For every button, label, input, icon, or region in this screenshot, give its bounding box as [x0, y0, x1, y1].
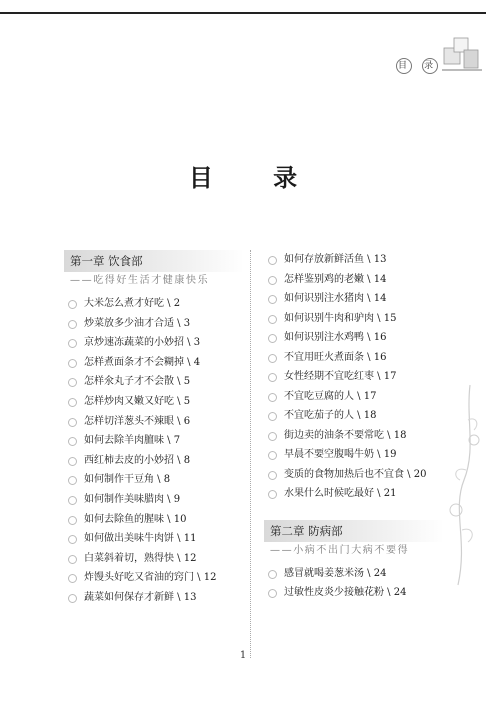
- header-tag-char-2: 录: [422, 58, 438, 74]
- toc-entry[interactable]: 如何制作干豆角 \ 8: [64, 470, 244, 490]
- toc-entry[interactable]: 大米怎么煮才好吃 \ 2: [64, 294, 244, 314]
- toc-entry[interactable]: 蔬菜如何保存才新鲜 \ 13: [64, 588, 244, 608]
- column-divider: [250, 250, 252, 658]
- toc-entry[interactable]: 如何制作美味腊肉 \ 9: [64, 490, 244, 510]
- toc-left-column: [64, 250, 244, 608]
- toc-entry[interactable]: 京炒速冻蔬菜的小妙招 \ 3: [64, 333, 244, 353]
- toc-entry[interactable]: 不宜用旺火煮面条 \ 16: [264, 348, 444, 368]
- chapter-2-subtitle: ——小病不出门大病不要得: [270, 544, 410, 556]
- toc-entry[interactable]: 如何识别牛肉和驴肉 \ 15: [264, 309, 444, 329]
- chapter-1-heading[interactable]: 第一章 饮食部: [64, 250, 244, 272]
- toc-entry[interactable]: 怎样切洋葱头不辣眼 \ 6: [64, 412, 244, 432]
- toc-entry[interactable]: 不宜吃豆腐的人 \ 17: [264, 387, 444, 407]
- toc-entry[interactable]: 街边卖的油条不要常吃 \ 18: [264, 426, 444, 446]
- toc-entry[interactable]: 如何去除羊肉膻味 \ 7: [64, 431, 244, 451]
- toc-entry[interactable]: 怎样煮面条才不会糊掉 \ 4: [64, 353, 244, 373]
- toc-entry[interactable]: 过敏性皮炎少接触花粉 \ 24: [264, 583, 444, 603]
- chapter-2-heading[interactable]: 第二章 防病部: [264, 520, 444, 542]
- toc-entry[interactable]: 如何存放新鲜活鱼 \ 13: [264, 250, 444, 270]
- chapter-1-subtitle: ——吃得好生活才健康快乐: [70, 275, 210, 286]
- toc-entry[interactable]: 如何去除鱼的腥味 \ 10: [64, 510, 244, 530]
- toc-entry[interactable]: 不宜吃茄子的人 \ 18: [264, 406, 444, 426]
- header-tag: [396, 58, 442, 74]
- page-number: 1: [239, 650, 247, 661]
- toc-entry[interactable]: 变质的食物加热后也不宜食 \ 20: [264, 465, 444, 485]
- top-rule: [0, 12, 486, 14]
- decorative-blocks-icon: [440, 34, 484, 74]
- toc-entry[interactable]: 怎样氽丸子才不会散 \ 5: [64, 372, 244, 392]
- toc-entry[interactable]: 女性经期不宜吃红枣 \ 17: [264, 367, 444, 387]
- toc-entry[interactable]: 如何识别注水鸡鸭 \ 16: [264, 328, 444, 348]
- toc-right-column: [264, 250, 444, 603]
- toc-entry[interactable]: 白菜斜着切，熟得快 \ 12: [64, 549, 244, 569]
- floral-decoration-icon: [440, 380, 484, 590]
- toc-entry[interactable]: 感冒就喝姜葱米汤 \ 24: [264, 564, 444, 584]
- toc-entry[interactable]: 早晨不要空腹喝牛奶 \ 19: [264, 445, 444, 465]
- toc-entry[interactable]: 如何识别注水猪肉 \ 14: [264, 289, 444, 309]
- toc-entry[interactable]: 西红柿去皮的小妙招 \ 8: [64, 451, 244, 471]
- header-tag-char-1: 目: [396, 58, 412, 74]
- toc-entry[interactable]: 怎样鉴别鸡的老嫩 \ 14: [264, 270, 444, 290]
- toc-entry[interactable]: 水果什么时候吃最好 \ 21: [264, 484, 444, 504]
- toc-entry[interactable]: 炸馒头好吃又省油的窍门 \ 12: [64, 568, 244, 588]
- toc-entry[interactable]: 怎样炒肉又嫩又好吃 \ 5: [64, 392, 244, 412]
- toc-entry[interactable]: 如何做出美味牛肉饼 \ 11: [64, 529, 244, 549]
- page-title: 目 录: [188, 163, 324, 192]
- toc-entry[interactable]: 炒菜放多少油才合适 \ 3: [64, 314, 244, 334]
